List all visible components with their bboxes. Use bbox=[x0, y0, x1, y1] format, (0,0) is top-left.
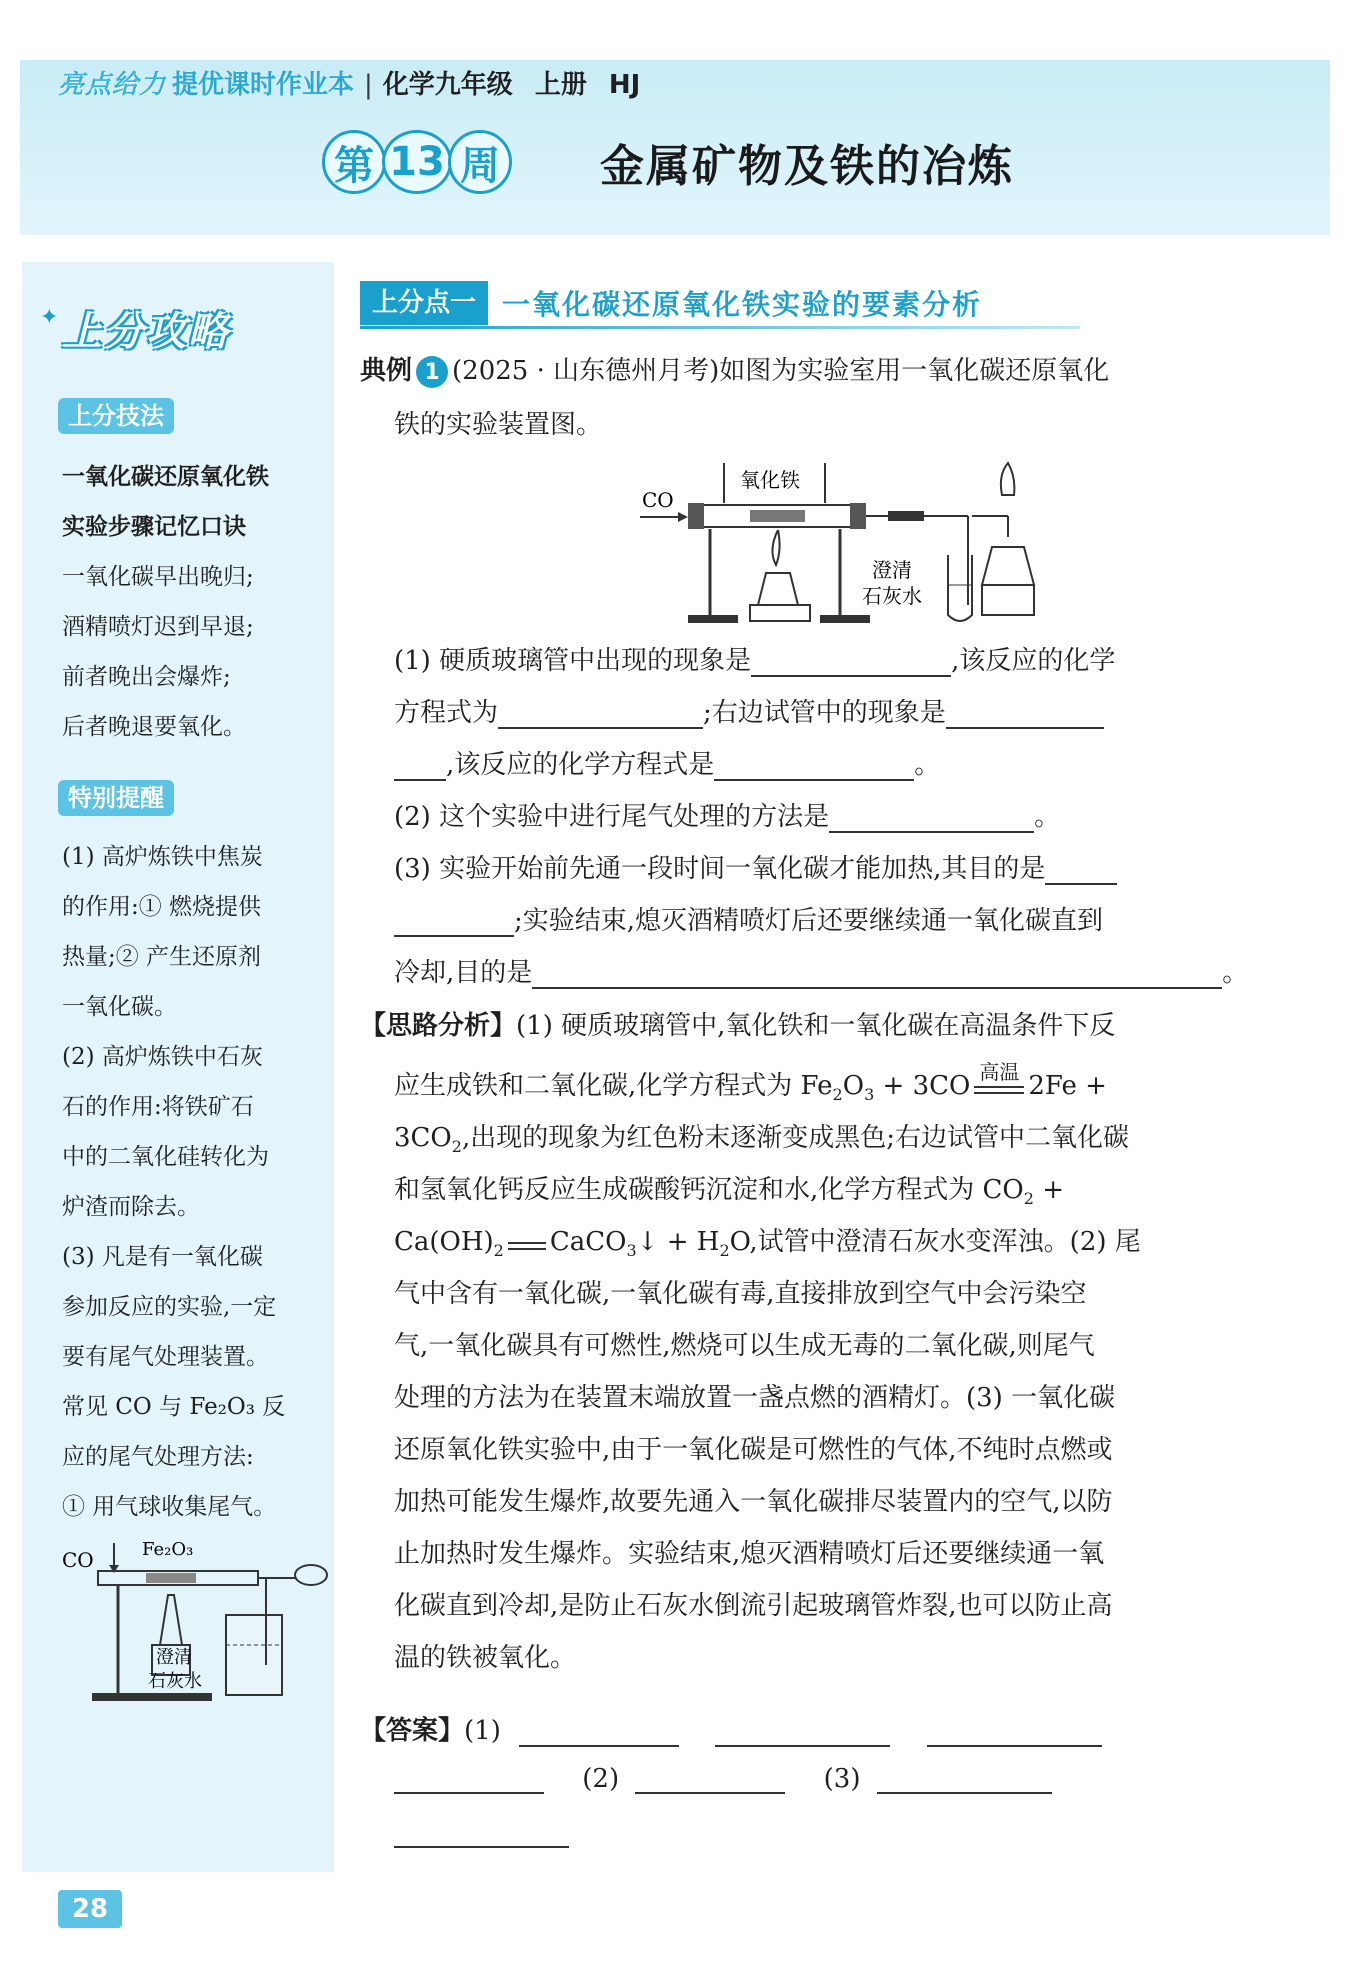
answer-part1-label: (1) bbox=[464, 1716, 501, 1746]
condition-text: 高温 bbox=[979, 1060, 1020, 1085]
subject-grade: 化学九年级 bbox=[382, 70, 513, 100]
q1-blank-tube[interactable] bbox=[946, 701, 1104, 729]
remind-line: 的作用:① 燃烧提供 bbox=[62, 894, 262, 920]
analysis-line6: 气中含有一氧化碳,一氧化碳有毒,直接排放到空气中会污染空 bbox=[394, 1279, 1087, 1309]
header-divider: | bbox=[364, 70, 373, 100]
analysis-text: + 3CO bbox=[874, 1071, 971, 1101]
remind-line: 常见 CO 与 Fe₂O₃ 反 bbox=[62, 1394, 286, 1420]
example-text: (2025 · 山东德州月考)如图为实验室用一氧化碳还原氧化 bbox=[452, 356, 1110, 386]
analysis-line11: 止加热时发生爆炸。实验结束,熄灭酒精喷灯后还要继续通一氧 bbox=[394, 1539, 1105, 1569]
subscript: 2 bbox=[719, 1241, 730, 1261]
fig-co-label: CO bbox=[62, 1548, 94, 1572]
answer-blank-3b[interactable] bbox=[394, 1820, 569, 1848]
lesson-title: 金属矿物及铁的冶炼 bbox=[600, 141, 1014, 192]
analysis-text: 和氢氧化钙反应生成碳酸钙沉淀和水,化学方程式为 CO bbox=[394, 1175, 1024, 1205]
sidebar-title: 上分攻略 bbox=[62, 309, 230, 355]
answer-line2 bbox=[394, 1764, 1052, 1794]
remind-line: (1) 高炉炼铁中焦炭 bbox=[62, 844, 263, 870]
analysis-label: 【思路分析】 bbox=[360, 1011, 517, 1041]
remind-tag: 特别提醒 bbox=[58, 780, 174, 816]
week-badge bbox=[322, 128, 508, 196]
answer-label: 【答案】 bbox=[360, 1716, 465, 1746]
figure-water-label1: 澄清 bbox=[872, 558, 912, 582]
answer-line3 bbox=[394, 1818, 569, 1848]
q3-text-d: 。 bbox=[1222, 958, 1249, 988]
tip-heading-line: 一氧化碳还原氧化铁 bbox=[62, 464, 269, 490]
tip-line: 前者晚出会爆炸; bbox=[62, 664, 231, 690]
remind-line: 石的作用:将铁矿石 bbox=[62, 1094, 254, 1120]
series-name: 提优课时作业本 bbox=[172, 70, 355, 100]
q3-text-b: ;实验结束,熄灭酒精喷灯后还要继续通一氧化碳直到 bbox=[514, 906, 1104, 936]
running-header bbox=[58, 64, 662, 101]
remind-line: 要有尾气处理装置。 bbox=[62, 1344, 269, 1370]
q3-line2 bbox=[394, 900, 1103, 937]
section-underline bbox=[360, 326, 1080, 329]
tip-line: 一氧化碳早出晚归; bbox=[62, 564, 254, 590]
q2-line bbox=[394, 796, 1060, 833]
book-info bbox=[383, 70, 662, 100]
figure-water-label2: 石灰水 bbox=[862, 584, 922, 608]
fig-water-label2: 石灰水 bbox=[148, 1671, 202, 1692]
volume: 上册 bbox=[534, 70, 587, 100]
analysis-line7: 气,一氧化碳具有可燃性,燃烧可以生成无毒的二氧化碳,则尾气 bbox=[394, 1331, 1095, 1361]
analysis-text: 3CO bbox=[394, 1123, 452, 1153]
remind-line: 热量;② 产生还原剂 bbox=[62, 944, 262, 970]
page-number: 28 bbox=[58, 1890, 122, 1928]
section-heading bbox=[360, 280, 982, 326]
analysis-line12: 化碳直到冷却,是防止石灰水倒流引起玻璃管炸裂,也可以防止高 bbox=[394, 1591, 1113, 1621]
balloon-apparatus-figure bbox=[56, 1535, 336, 1705]
figure-co-label: CO bbox=[642, 488, 674, 512]
tip-line: 后者晚退要氧化。 bbox=[62, 714, 246, 740]
q2-text: (2) 这个实验中进行尾气处理的方法是 bbox=[394, 802, 830, 832]
subscript: 3 bbox=[864, 1085, 875, 1105]
analysis-text: ↓ + H bbox=[636, 1227, 720, 1257]
remind-line: 炉渣而除去。 bbox=[62, 1194, 200, 1220]
answer-part2-label: (2) bbox=[582, 1764, 620, 1794]
reaction-condition bbox=[970, 1060, 1028, 1104]
tip-heading bbox=[62, 452, 332, 552]
q1-blank-equation2[interactable] bbox=[714, 753, 914, 781]
subscript: 2 bbox=[832, 1085, 843, 1105]
analysis-line5 bbox=[394, 1221, 1141, 1260]
q3-blank-purpose[interactable] bbox=[1045, 857, 1117, 885]
answer-blank-1b[interactable] bbox=[715, 1719, 890, 1747]
example-number-badge: 1 bbox=[416, 356, 448, 388]
equals-sign bbox=[974, 1086, 1024, 1094]
analysis-line13: 温的铁被氧化。 bbox=[394, 1643, 577, 1673]
q1-blank-equation[interactable] bbox=[498, 701, 703, 729]
analysis-text: Ca(OH) bbox=[394, 1227, 494, 1257]
equals-sign bbox=[508, 1242, 546, 1250]
q3-text: (3) 实验开始前先通一段时间一氧化碳才能加热,其目的是 bbox=[394, 854, 1046, 884]
q2-blank[interactable] bbox=[829, 805, 1034, 833]
answer-line1 bbox=[360, 1710, 1102, 1747]
q1-blank-phenomenon[interactable] bbox=[751, 649, 951, 677]
answer-blank-1a[interactable] bbox=[519, 1719, 679, 1747]
example-label: 典例 bbox=[360, 356, 413, 386]
fig-fe2o3-label: Fe₂O₃ bbox=[142, 1539, 194, 1560]
answer-blank-3a[interactable] bbox=[877, 1766, 1052, 1794]
week-suffix: 周 bbox=[448, 130, 512, 194]
subscript: 2 bbox=[451, 1137, 462, 1157]
section-tag: 上分点一 bbox=[360, 281, 488, 325]
remind-line: (3) 凡是有一氧化碳 bbox=[62, 1244, 263, 1270]
example-line2: 铁的实验装置图。 bbox=[394, 410, 603, 440]
answer-blank-1d[interactable] bbox=[394, 1766, 544, 1794]
q1-blank-tube-cont[interactable] bbox=[394, 753, 446, 781]
q1-line2 bbox=[394, 692, 1104, 729]
brand-logo-text: 亮点给力 bbox=[58, 70, 167, 100]
subscript: 2 bbox=[493, 1241, 504, 1261]
remind-notes bbox=[62, 832, 332, 1532]
tip-line: 酒精喷灯迟到早退; bbox=[62, 614, 254, 640]
q1-text-b: ,该反应的化学 bbox=[951, 646, 1116, 676]
week-number: 13 bbox=[382, 130, 452, 194]
tip-tag: 上分技法 bbox=[58, 398, 174, 434]
tip-heading-line: 实验步骤记忆口诀 bbox=[62, 514, 246, 540]
analysis-line8: 处理的方法为在装置末端放置一盏点燃的酒精灯。(3) 一氧化碳 bbox=[394, 1383, 1116, 1413]
remind-line: 中的二氧化硅转化为 bbox=[62, 1144, 269, 1170]
remind-line: (2) 高炉炼铁中石灰 bbox=[62, 1044, 263, 1070]
q3-blank-purpose2[interactable] bbox=[532, 961, 1222, 989]
q1-line3 bbox=[394, 744, 940, 781]
analysis-text: CaCO bbox=[549, 1227, 627, 1257]
q3-line1 bbox=[394, 848, 1117, 885]
example-line1 bbox=[360, 350, 1109, 388]
tip-mnemonic bbox=[62, 552, 332, 752]
q3-line3 bbox=[394, 952, 1248, 989]
analysis-text: + bbox=[1033, 1175, 1064, 1205]
subscript: 3 bbox=[626, 1241, 637, 1261]
q1-line1 bbox=[394, 640, 1115, 677]
fig-water-label1: 澄清 bbox=[156, 1647, 192, 1668]
q1-text-f: 。 bbox=[914, 750, 941, 780]
subscript: 2 bbox=[1023, 1189, 1034, 1209]
analysis-line9: 还原氧化铁实验中,由于一氧化碳是可燃性的气体,不纯时点燃或 bbox=[394, 1435, 1113, 1465]
analysis-line4 bbox=[394, 1169, 1064, 1208]
analysis-line10: 加热可能发生爆炸,故要先通入一氧化碳排尽装置内的空气,以防 bbox=[394, 1487, 1113, 1517]
apparatus-figure bbox=[630, 455, 1050, 630]
equals-sign-plain bbox=[504, 1242, 550, 1260]
q1-text-d: ;右边试管中的现象是 bbox=[703, 698, 946, 728]
analysis-line1 bbox=[360, 1005, 1115, 1042]
q2-text-b: 。 bbox=[1034, 802, 1061, 832]
section-title: 一氧化碳还原氧化铁实验的要素分析 bbox=[502, 288, 983, 321]
answer-part3-label: (3) bbox=[823, 1764, 861, 1794]
analysis-text: O bbox=[842, 1071, 865, 1101]
analysis-text: ,出现的现象为红色粉末逐渐变成黑色;右边试管中二氧化碳 bbox=[461, 1123, 1129, 1153]
analysis-line2 bbox=[394, 1060, 1107, 1105]
q1-text-c: 方程式为 bbox=[394, 698, 499, 728]
q3-blank-purpose-cont[interactable] bbox=[394, 909, 514, 937]
remind-line: 一氧化碳。 bbox=[62, 994, 177, 1020]
q1-text-e: ,该反应的化学方程式是 bbox=[446, 750, 715, 780]
answer-blank-1c[interactable] bbox=[927, 1719, 1102, 1747]
analysis-line3 bbox=[394, 1117, 1129, 1156]
analysis-text: 应生成铁和二氧化碳,化学方程式为 Fe bbox=[394, 1071, 833, 1101]
edition: HJ bbox=[608, 70, 641, 100]
analysis-text: O,试管中澄清石灰水变浑浊。(2) 尾 bbox=[729, 1227, 1141, 1257]
sparkle-icon: ✦ bbox=[40, 305, 59, 330]
remind-line: ① 用气球收集尾气。 bbox=[62, 1494, 277, 1520]
remind-line: 参加反应的实验,一定 bbox=[62, 1294, 277, 1320]
answer-blank-2[interactable] bbox=[635, 1766, 785, 1794]
figure-fe2o3-label: 氧化铁 bbox=[740, 468, 800, 492]
week-prefix: 第 bbox=[322, 130, 386, 194]
q1-text: (1) 硬质玻璃管中出现的现象是 bbox=[394, 646, 752, 676]
q3-text-c: 冷却,目的是 bbox=[394, 958, 533, 988]
analysis-text: (1) 硬质玻璃管中,氧化铁和一氧化碳在高温条件下反 bbox=[516, 1011, 1116, 1041]
remind-line: 应的尾气处理方法: bbox=[62, 1444, 254, 1470]
analysis-text: 2Fe + bbox=[1028, 1071, 1107, 1101]
